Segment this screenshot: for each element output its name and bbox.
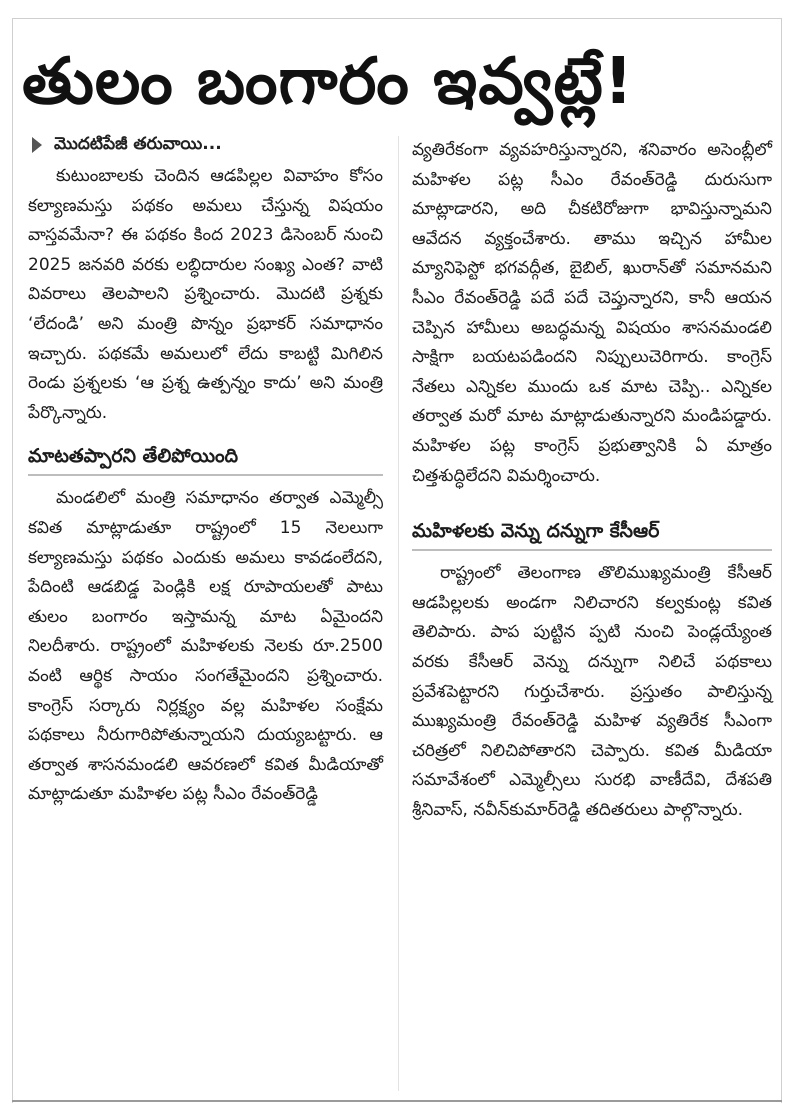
right-column: [412, 136, 772, 825]
left-paragraph-1: కుటుంబాలకు చెందిన ఆడపిల్లల వివాహం కోసం కల్యాణమస్తు పథకం అమలు చేస్తున్న విషయం వాస్తవమేనా? ఈ పథకం కింద 2023 డిసెంబర్ నుంచి 2025 జనవరి వరకు లబ్ధిదారుల సంఖ్య ఎంత? వాటి వివరాలు తెలపాలని ప్రశ్నించారు. మొదటి ప్రశ్నకు ‘లేదండి’ అని మంత్రి పొన్నం ప్రభాకర్ సమాధానం ఇచ్చారు. పథకమే అమలులో లేదు కాబట్టి మిగిలిన రెండు ప్రశ్నలకు ‘ఆ ప్రశ్న ఉత్పన్నం కాదు’ అని మంత్రి పేర్కొన్నారు.: [28, 166, 383, 423]
left-column: [28, 130, 383, 810]
left-subheading: మాటతప్పారని తేలిపోయింది: [28, 442, 383, 476]
right-paragraph-2: రాష్ట్రంలో తెలంగాణ తొలిముఖ్యమంత్రి కేసీఆర్ ఆడపిల్లలకు అండగా నిలిచారని కల్వకుంట్ల కవిత తెలిపారు. పాప పుట్టిన ప్పటి నుంచి పెండ్లయ్యేంత వరకు కేసీఆర్ వెన్ను దన్నుగా నిలిచే పథకాలు ప్రవేశపెట్టారని గుర్తుచేశారు. ప్రస్తుతం పాలిస్తున్న ముఖ్యమంత్రి రేవంత్‌రెడ్డి మహిళ వ్యతిరేక సీఎంగా చరిత్రలో నిలిచిపోతారని చెప్పారు. కవిత మీడియా సమావేశంలో ఎమ్మెల్సీలు సురభి వాణీదేవి, దేశపతి శ్రీనివాస్, నవీన్‌కుమార్‌రెడ్డి తదితరులు పాల్గొన్నారు.: [412, 563, 772, 820]
right-paragraph-1: వ్యతిరేకంగా వ్యవహరిస్తున్నారని, శనివారం అసెంబ్లీలో మహిళల పట్ల సీఎం రేవంత్‌రెడ్డి దురుసుగా మాట్లాడారని, అది చీకటిరోజుగా భావిస్తున్నామని ఆవేదన వ్యక్తంచేశారు. తాము ఇచ్చిన హామీల మ్యానిఫెస్టో భగవద్గీత, బైబిల్, ఖురాన్‌తో సమానమని సీఎం రేవంత్‌రెడ్డి పదే పదే చెప్తున్నారని, కానీ ఆయన చెప్పిన హామీలు అబద్ధమన్న విషయం శాసనమండలి సాక్షిగా బయటపడిందని నిప్పులుచెరిగారు. కాంగ్రెస్ నేతలు ఎన్నికల ముందు ఒక మాట చెప్పి.. ఎన్నికల తర్వాత మరో మాట మాట్లాడుతున్నారని మండిపడ్డారు. మహిళల పట్ల కాంగ్రెస్ ప్రభుత్వానికి ఏ మాత్రం చిత్తశుద్ధిలేదని విమర్శించారు.: [412, 140, 772, 486]
bottom-rule: [12, 1100, 782, 1102]
left-paragraph-2: మండలిలో మంత్రి సమాధానం తర్వాత ఎమ్మెల్సీ కవిత మాట్లాడుతూ రాష్ట్రంలో 15 నెలలుగా కల్యాణమస్తు పథకం ఎందుకు అమలు కావడంలేదని, పేదింటి ఆడబిడ్డ పెండ్లికి లక్ష రూపాయలతో పాటు తులం బంగారం ఇస్తామన్న మాట ఏమైందని నిలదీశారు. రాష్ట్రంలో మహిళలకు నెలకు రూ.2500 వంటి ఆర్థిక సాయం సంగతేమైందని ప్రశ్నించారు. కాంగ్రెస్ సర్కారు నిర్లక్ష్యం వల్ల మహిళల సంక్షేమ పథకాలు నీరుగారిపోతున్నాయని దుయ్యబట్టారు. ఆ తర్వాత శాసనమండలి ఆవరణలో కవిత మీడియాతో మాట్లాడుతూ మహిళల పట్ల సీఎం రేవంత్‌రెడ్డి: [28, 488, 383, 805]
column-divider: [398, 136, 399, 1091]
right-subheading: మహిళలకు వెన్ను దన్నుగా కేసీఆర్: [412, 517, 772, 551]
continuation-kicker: [28, 130, 383, 160]
headline: తులం బంగారం ఇవ్వట్లే!: [22, 45, 634, 119]
arrow-right-icon: [32, 137, 42, 153]
kicker-text: మొదటిపేజీ తరువాయి...: [54, 134, 222, 155]
